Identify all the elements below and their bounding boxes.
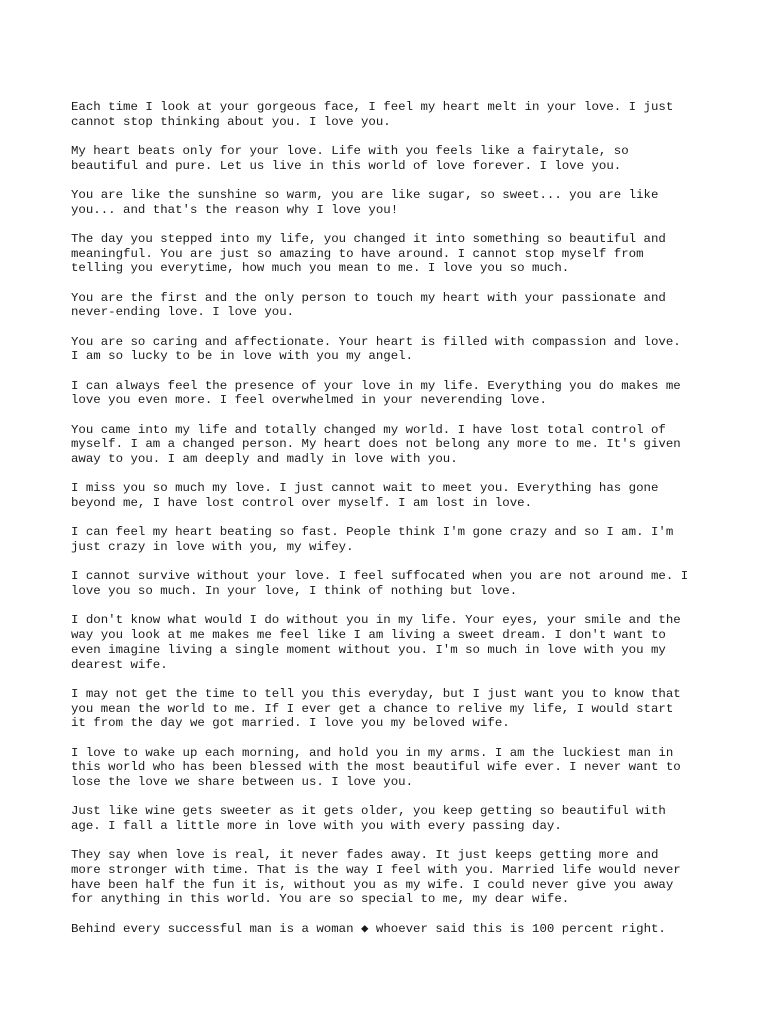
paragraph-7: I can always feel the presence of your love in my life. Everything you do makes me love you even more. I feel overwhelmed in your neverending love. bbox=[71, 378, 681, 408]
paragraph-13: I may not get the time to tell you this everyday, but I just want you to know that you mean the world to me. If I ever get a chance to relive my life, I would start it from the day we got married. I love you my beloved wife. bbox=[71, 686, 681, 731]
paragraph-10: I can feel my heart beating so fast. People think I'm gone crazy and so I am. I'm just crazy in love with you, my wifey. bbox=[71, 525, 674, 555]
paragraph-4: The day you stepped into my life, you changed it into something so beautiful and meaningful. You are just so amazing to have around. I cannot stop myself from telling you everytime, how much you mean to me. I love you so much. bbox=[71, 232, 666, 276]
paragraph-14: I love to wake up each morning, and hold you in my arms. I am the luckiest man in this world who has been blessed with the most beautiful wife ever. I never want to lose the love we share between us. I love you. bbox=[71, 745, 681, 789]
paragraph-11: I cannot survive without your love. I feel suffocated when you are not around me. I love you so much. In your love, I think of nothing but love. bbox=[71, 569, 689, 599]
paragraph-5: You are the first and the only person to touch my heart with your passionate and never-ending love. I love you. bbox=[71, 290, 666, 320]
paragraph-1: Each time I look at your gorgeous face, I feel my heart melt in your love. I just cannot stop thinking about you. I love you. bbox=[71, 100, 674, 129]
paragraph-12: I don't know what would I do without you in my life. Your eyes, your smile and the way you look at me makes me feel like I am living a sweet dream. I don't want to even imagine living a single moment without you. I'm so much in love with you my dearest wife. bbox=[71, 613, 681, 672]
paragraph-15: Just like wine gets sweeter as it gets older, you keep getting so beautiful with age. I fall a little more in love with you with every passing day. bbox=[71, 804, 666, 833]
paragraph-6: You are so caring and affectionate. Your heart is filled with compassion and love. I am so lucky to be in love with you my angel. bbox=[71, 334, 681, 364]
document-page bbox=[71, 100, 711, 951]
paragraph-9: I miss you so much my love. I just cannot wait to meet you. Everything has gone beyond me, I have lost control over myself. I am lost in love. bbox=[71, 481, 659, 511]
paragraph-2: My heart beats only for your love. Life with you feels like a fairytale, so beautiful and pure. Let us live in this world of love forever. I love you. bbox=[71, 144, 629, 173]
paragraph-16: They say when love is real, it never fades away. It just keeps getting more and more stronger with time. That is the way I feel with you. Married life would never have been half the fun it is, without you as my wife. I could never give you away for anything in this world. You are so special to me, my dear wife. bbox=[71, 848, 681, 907]
paragraph-8: You came into my life and totally changed my world. I have lost total control of myself. I am a changed person. My heart does not belong any more to me. It's given away to you. I am deeply and madly in love with you. bbox=[71, 422, 681, 467]
paragraph-17: Behind every successful man is a woman ◆ whoever said this is 100 percent right. bbox=[71, 921, 666, 936]
paragraph-3: You are like the sunshine so warm, you are like sugar, so sweet... you are like you... and that's the reason why I love you! bbox=[71, 188, 659, 217]
